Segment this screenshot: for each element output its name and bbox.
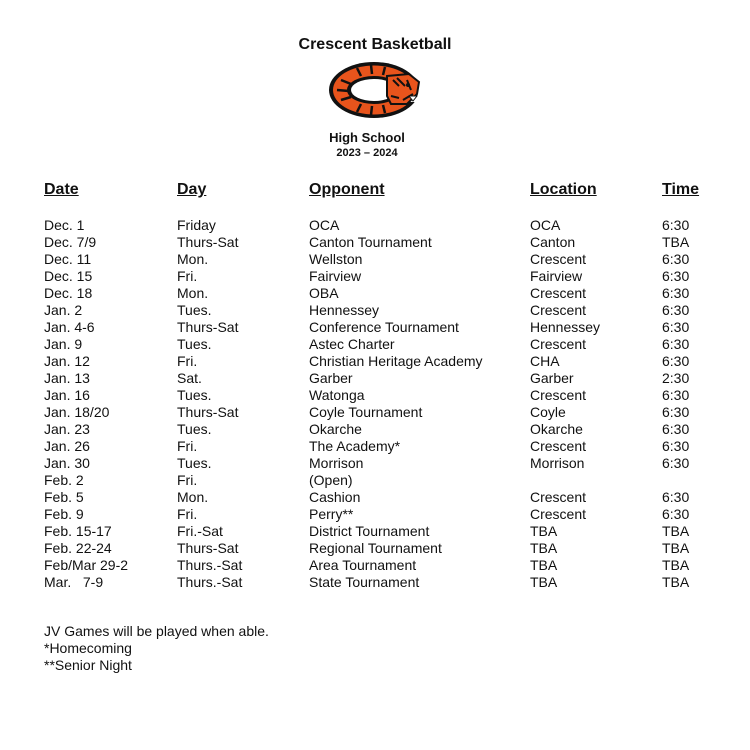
day-cell: Mon. [177,285,209,301]
table-row [0,455,750,472]
table-row [0,319,750,336]
date-cell: Dec. 11 [44,251,92,267]
date-cell: Jan. 9 [44,336,83,352]
opponent-cell: OCA [309,217,340,233]
day-cell: Thurs-Sat [177,234,239,250]
opponent-cell: Coyle Tournament [309,404,423,420]
day-cell: Thurs.-Sat [177,574,243,590]
date-cell: Jan. 18/20 [44,404,110,420]
time-cell: 6:30 [662,302,690,318]
date-cell: Dec. 7/9 [44,234,97,250]
opponent-cell: Okarche [309,421,362,437]
time-cell: 6:30 [662,336,690,352]
time-cell: 6:30 [662,353,690,369]
location-cell: Morrison [530,455,585,471]
time-cell: TBA [662,574,690,590]
time-cell: TBA [662,557,690,573]
date-cell: Dec. 1 [44,217,85,233]
table-row [0,557,750,574]
day-cell: Mon. [177,251,209,267]
location-cell: Fairview [530,268,583,284]
time-cell: 6:30 [662,319,690,335]
table-row [0,489,750,506]
time-cell: 6:30 [662,387,690,403]
schedule-table [0,217,750,591]
date-cell: Mar. 7-9 [44,574,104,590]
opponent-cell: (Open) [309,472,353,488]
tiger-c-logo [327,60,423,120]
opponent-cell: Hennessey [309,302,380,318]
footnotes [44,623,269,674]
time-cell: TBA [662,234,690,250]
school-level: High School [329,130,405,145]
opponent-cell: OBA [309,285,339,301]
location-cell: Coyle [530,404,566,420]
location-cell: Crescent [530,506,587,522]
location-cell: Crescent [530,336,587,352]
time-cell: 6:30 [662,489,690,505]
table-row [0,217,750,234]
opponent-cell: District Tournament [309,523,430,539]
opponent-cell: Cashion [309,489,361,505]
day-cell: Mon. [177,489,209,505]
date-cell: Jan. 23 [44,421,90,437]
opponent-cell: Morrison [309,455,364,471]
table-row [0,302,750,319]
day-cell: Tues. [177,387,212,403]
time-cell: 6:30 [662,285,690,301]
table-header [0,181,750,203]
opponent-cell: Regional Tournament [309,540,442,556]
table-row [0,353,750,370]
time-cell: 6:30 [662,455,690,471]
opponent-cell: State Tournament [309,574,420,590]
location-cell: Canton [530,234,576,250]
table-row [0,472,750,489]
date-cell: Dec. 15 [44,268,93,284]
table-row [0,574,750,591]
time-cell: 6:30 [662,268,690,284]
header-location: Location [530,181,597,198]
opponent-cell: Area Tournament [309,557,417,573]
table-row [0,540,750,557]
opponent-cell: The Academy* [309,438,401,454]
location-cell: Crescent [530,302,587,318]
day-cell: Fri. [177,268,198,284]
location-cell: Okarche [530,421,583,437]
time-cell: 2:30 [662,370,690,386]
opponent-cell: Christian Heritage Academy [309,353,483,369]
table-row [0,268,750,285]
table-row [0,285,750,302]
location-cell: TBA [530,540,558,556]
day-cell: Friday [177,217,216,233]
time-cell: 6:30 [662,506,690,522]
day-cell: Sat. [177,370,202,386]
location-cell: CHA [530,353,560,369]
date-cell: Feb/Mar 29-2 [44,557,129,573]
day-cell: Thurs-Sat [177,540,239,556]
day-cell: Fri. [177,438,198,454]
day-cell: Tues. [177,336,212,352]
opponent-cell: Garber [309,370,353,386]
date-cell: Jan. 2 [44,302,83,318]
day-cell: Thurs-Sat [177,404,239,420]
opponent-cell: Wellston [309,251,363,267]
header-day: Day [177,181,207,198]
table-row [0,523,750,540]
date-cell: Feb. 22-24 [44,540,112,556]
opponent-cell: Canton Tournament [309,234,432,250]
day-cell: Tues. [177,421,212,437]
location-cell: TBA [530,557,558,573]
date-cell: Feb. 2 [44,472,84,488]
table-row [0,506,750,523]
location-cell: TBA [530,523,558,539]
date-cell: Jan. 13 [44,370,90,386]
day-cell: Tues. [177,455,212,471]
table-row [0,370,750,387]
time-cell: 6:30 [662,251,690,267]
date-cell: Jan. 16 [44,387,90,403]
location-cell: Crescent [530,438,587,454]
table-row [0,336,750,353]
date-cell: Feb. 9 [44,506,84,522]
table-row [0,387,750,404]
time-cell: 6:30 [662,217,690,233]
date-cell: Jan. 26 [44,438,90,454]
location-cell: Crescent [530,387,587,403]
table-row [0,421,750,438]
location-cell: Hennessey [530,319,601,335]
day-cell: Fri.-Sat [177,523,223,539]
table-row [0,438,750,455]
day-cell: Tues. [177,302,212,318]
table-row [0,251,750,268]
opponent-cell: Perry** [309,506,354,522]
location-cell: Garber [530,370,574,386]
date-cell: Feb. 5 [44,489,84,505]
day-cell: Fri. [177,506,198,522]
day-cell: Fri. [177,353,198,369]
location-cell: Crescent [530,489,587,505]
day-cell: Fri. [177,472,198,488]
time-cell: 6:30 [662,404,690,420]
location-cell: Crescent [530,285,587,301]
date-cell: Feb. 15-17 [44,523,112,539]
header-date: Date [44,181,79,198]
time-cell: 6:30 [662,438,690,454]
date-cell: Dec. 18 [44,285,93,301]
date-cell: Jan. 4-6 [44,319,95,335]
time-cell: TBA [662,523,690,539]
time-cell: TBA [662,540,690,556]
date-cell: Jan. 12 [44,353,90,369]
time-cell: 6:30 [662,421,690,437]
opponent-cell: Watonga [309,387,365,403]
location-cell: TBA [530,574,558,590]
location-cell: Crescent [530,251,587,267]
header-opponent: Opponent [309,181,385,198]
opponent-cell: Fairview [309,268,362,284]
location-cell: OCA [530,217,561,233]
table-row [0,404,750,421]
homecoming-note: *Homecoming [44,640,132,656]
opponent-cell: Conference Tournament [309,319,459,335]
senior-night-note: **Senior Night [44,657,132,673]
season-years: 2023 – 2024 [336,147,398,159]
opponent-cell: Astec Charter [309,336,395,352]
day-cell: Thurs-Sat [177,319,239,335]
page-title: Crescent Basketball [298,36,452,53]
jv-note: JV Games will be played when able. [44,623,269,639]
day-cell: Thurs.-Sat [177,557,243,573]
table-row [0,234,750,251]
date-cell: Jan. 30 [44,455,90,471]
header-time: Time [662,181,700,198]
